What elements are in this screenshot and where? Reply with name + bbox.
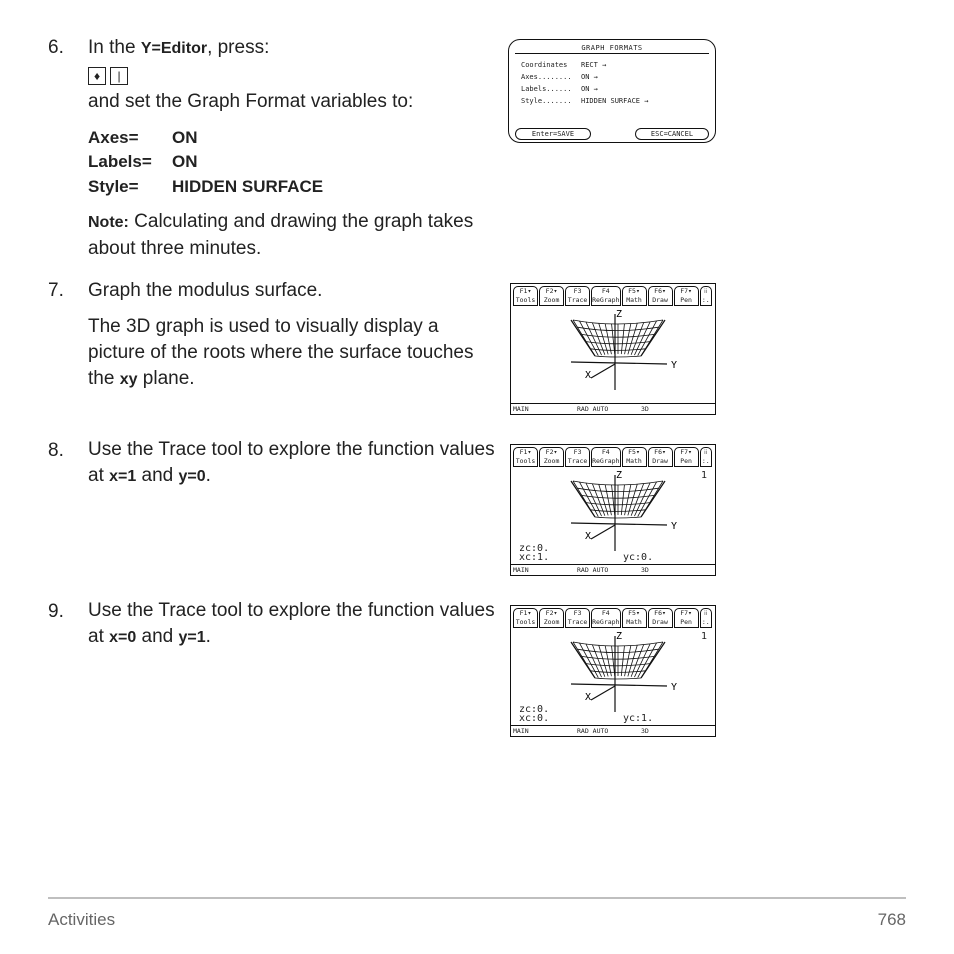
toolbar-tab-3[interactable]: F3 Trace xyxy=(565,447,590,467)
diamond-key-icon: ♦ xyxy=(88,67,106,85)
toolbar-tab-8[interactable]: ⁞⁞ :. xyxy=(700,447,712,467)
y-axis-line xyxy=(571,362,667,364)
y-axis-line xyxy=(571,523,667,525)
note: Note: Calculating and drawing the graph takes about three minutes. xyxy=(88,211,474,259)
graph-screen-3 xyxy=(510,605,716,737)
x-axis-label: X xyxy=(585,370,592,381)
toolbar-tab-6[interactable]: F6▾ Draw xyxy=(648,286,673,306)
toolbar-tab-2[interactable]: F2▾ Zoom xyxy=(539,286,564,306)
toolbar-tab-5[interactable]: F5▾ Math xyxy=(622,608,647,628)
y-editor-term: Y=Editor xyxy=(140,40,208,57)
z-axis-label: Z xyxy=(616,309,623,320)
x-axis-line xyxy=(591,525,615,539)
surface-mesh xyxy=(571,642,665,679)
graph-formats-dialog xyxy=(508,39,716,143)
step-7-description: The 3D graph is used to visually display a picture of the roots where the surface touches the xy plane. xyxy=(88,316,474,389)
toolbar-tab-6[interactable]: F6▾ Draw xyxy=(648,608,673,628)
toolbar-tab-4[interactable]: F4 ReGraph xyxy=(592,609,620,626)
toolbar xyxy=(513,447,713,467)
toolbar-tab-8[interactable]: ⁞⁞ :. xyxy=(700,608,712,628)
footer-divider xyxy=(48,897,906,899)
yc-readout: yc:0. xyxy=(623,552,654,563)
toolbar-tab-2[interactable]: F2▾ Zoom xyxy=(539,608,564,628)
dialog-title: GRAPH FORMATS xyxy=(515,43,709,54)
y-axis-line xyxy=(571,684,667,686)
key-sequence xyxy=(88,63,498,89)
y-axis-label: Y xyxy=(671,682,678,693)
z-axis-label: Z xyxy=(616,631,623,642)
toolbar-tab-5[interactable]: F5▾ Math xyxy=(622,286,647,306)
xc-readout: xc:1. xyxy=(519,552,550,563)
toolbar-tab-6[interactable]: F6▾ Draw xyxy=(648,447,673,467)
step-7-number: 7. xyxy=(48,280,64,301)
graph-screen-2 xyxy=(510,444,716,576)
toolbar-tab-1[interactable]: F1▾ Tools xyxy=(513,286,538,306)
step-9-number: 9. xyxy=(48,601,64,622)
x-axis-label: X xyxy=(585,692,592,703)
y-axis-label: Y xyxy=(671,521,678,532)
toolbar-tab-3[interactable]: F3 Trace xyxy=(565,608,590,628)
toolbar-tab-8[interactable]: ⁞⁞ :. xyxy=(700,286,712,306)
step-6-instruction: and set the Graph Format variables to: xyxy=(88,91,414,112)
toolbar-tab-4[interactable]: F4 ReGraph xyxy=(592,448,620,465)
y-axis-label: Y xyxy=(671,360,678,371)
dialog-row-labels: Labels...... ON → xyxy=(521,85,598,93)
status-bar: MAIN RAD AUTO 3D xyxy=(511,564,715,575)
z-axis-label: Z xyxy=(616,470,623,481)
zc-readout: zc:0. xyxy=(519,543,550,554)
status-bar: MAIN RAD AUTO 3D xyxy=(511,725,715,736)
toolbar-tab-1[interactable]: F1▾ Tools xyxy=(513,447,538,467)
surface-graph xyxy=(511,306,717,402)
step-8-number: 8. xyxy=(48,440,64,461)
toolbar xyxy=(513,286,713,306)
yc-readout: yc:1. xyxy=(623,713,654,724)
x-axis-line xyxy=(591,364,615,378)
surface-mesh xyxy=(571,320,665,357)
cancel-button[interactable]: ESC=CANCEL xyxy=(635,128,709,140)
surface-graph xyxy=(511,467,717,541)
toolbar xyxy=(513,608,713,628)
save-button[interactable]: Enter=SAVE xyxy=(515,128,591,140)
trace-index: 1 xyxy=(700,631,707,642)
dialog-row-style: Style....... HIDDEN SURFACE → xyxy=(521,97,649,105)
step-6-intro: In the Y=Editor, press: xyxy=(88,37,270,58)
setting-labels: Labels= ON xyxy=(88,152,198,171)
step-9-text: Use the Trace tool to explore the function values at x=0 and y=1. xyxy=(88,600,495,647)
x-axis-label: X xyxy=(585,531,592,542)
note-label: Note: xyxy=(88,214,129,231)
setting-axes: Axes= ON xyxy=(88,128,198,147)
step-8-text: Use the Trace tool to explore the function values at x=1 and y=0. xyxy=(88,439,495,486)
toolbar-tab-7[interactable]: F7▾ Pen xyxy=(674,608,699,628)
surface-graph xyxy=(511,628,717,702)
toolbar-tab-3[interactable]: F3 Trace xyxy=(565,286,590,306)
bar-key-icon: | xyxy=(110,67,128,85)
toolbar-tab-5[interactable]: F5▾ Math xyxy=(622,447,647,467)
x-axis-line xyxy=(591,686,615,700)
toolbar-tab-2[interactable]: F2▾ Zoom xyxy=(539,447,564,467)
trace-index: 1 xyxy=(700,470,707,481)
footer-section: Activities xyxy=(48,910,116,929)
graph-screen-1 xyxy=(510,283,716,415)
step-7-text: Graph the modulus surface. xyxy=(88,280,323,301)
status-bar: MAIN RAD AUTO 3D xyxy=(511,403,715,414)
toolbar-tab-7[interactable]: F7▾ Pen xyxy=(674,447,699,467)
page-number: 768 xyxy=(877,910,906,929)
step-6-number: 6. xyxy=(48,37,64,58)
toolbar-tab-1[interactable]: F1▾ Tools xyxy=(513,608,538,628)
xy-term: xy xyxy=(119,371,138,388)
xc-readout: xc:0. xyxy=(519,713,550,724)
toolbar-tab-4[interactable]: F4 ReGraph xyxy=(592,287,620,304)
setting-style: Style= HIDDEN SURFACE xyxy=(88,177,324,196)
dialog-row-coordinates: Coordinates RECT → xyxy=(521,61,607,69)
toolbar-tab-7[interactable]: F7▾ Pen xyxy=(674,286,699,306)
zc-readout: zc:0. xyxy=(519,704,550,715)
surface-mesh xyxy=(571,481,665,518)
dialog-row-axes: Axes........ ON → xyxy=(521,73,598,81)
